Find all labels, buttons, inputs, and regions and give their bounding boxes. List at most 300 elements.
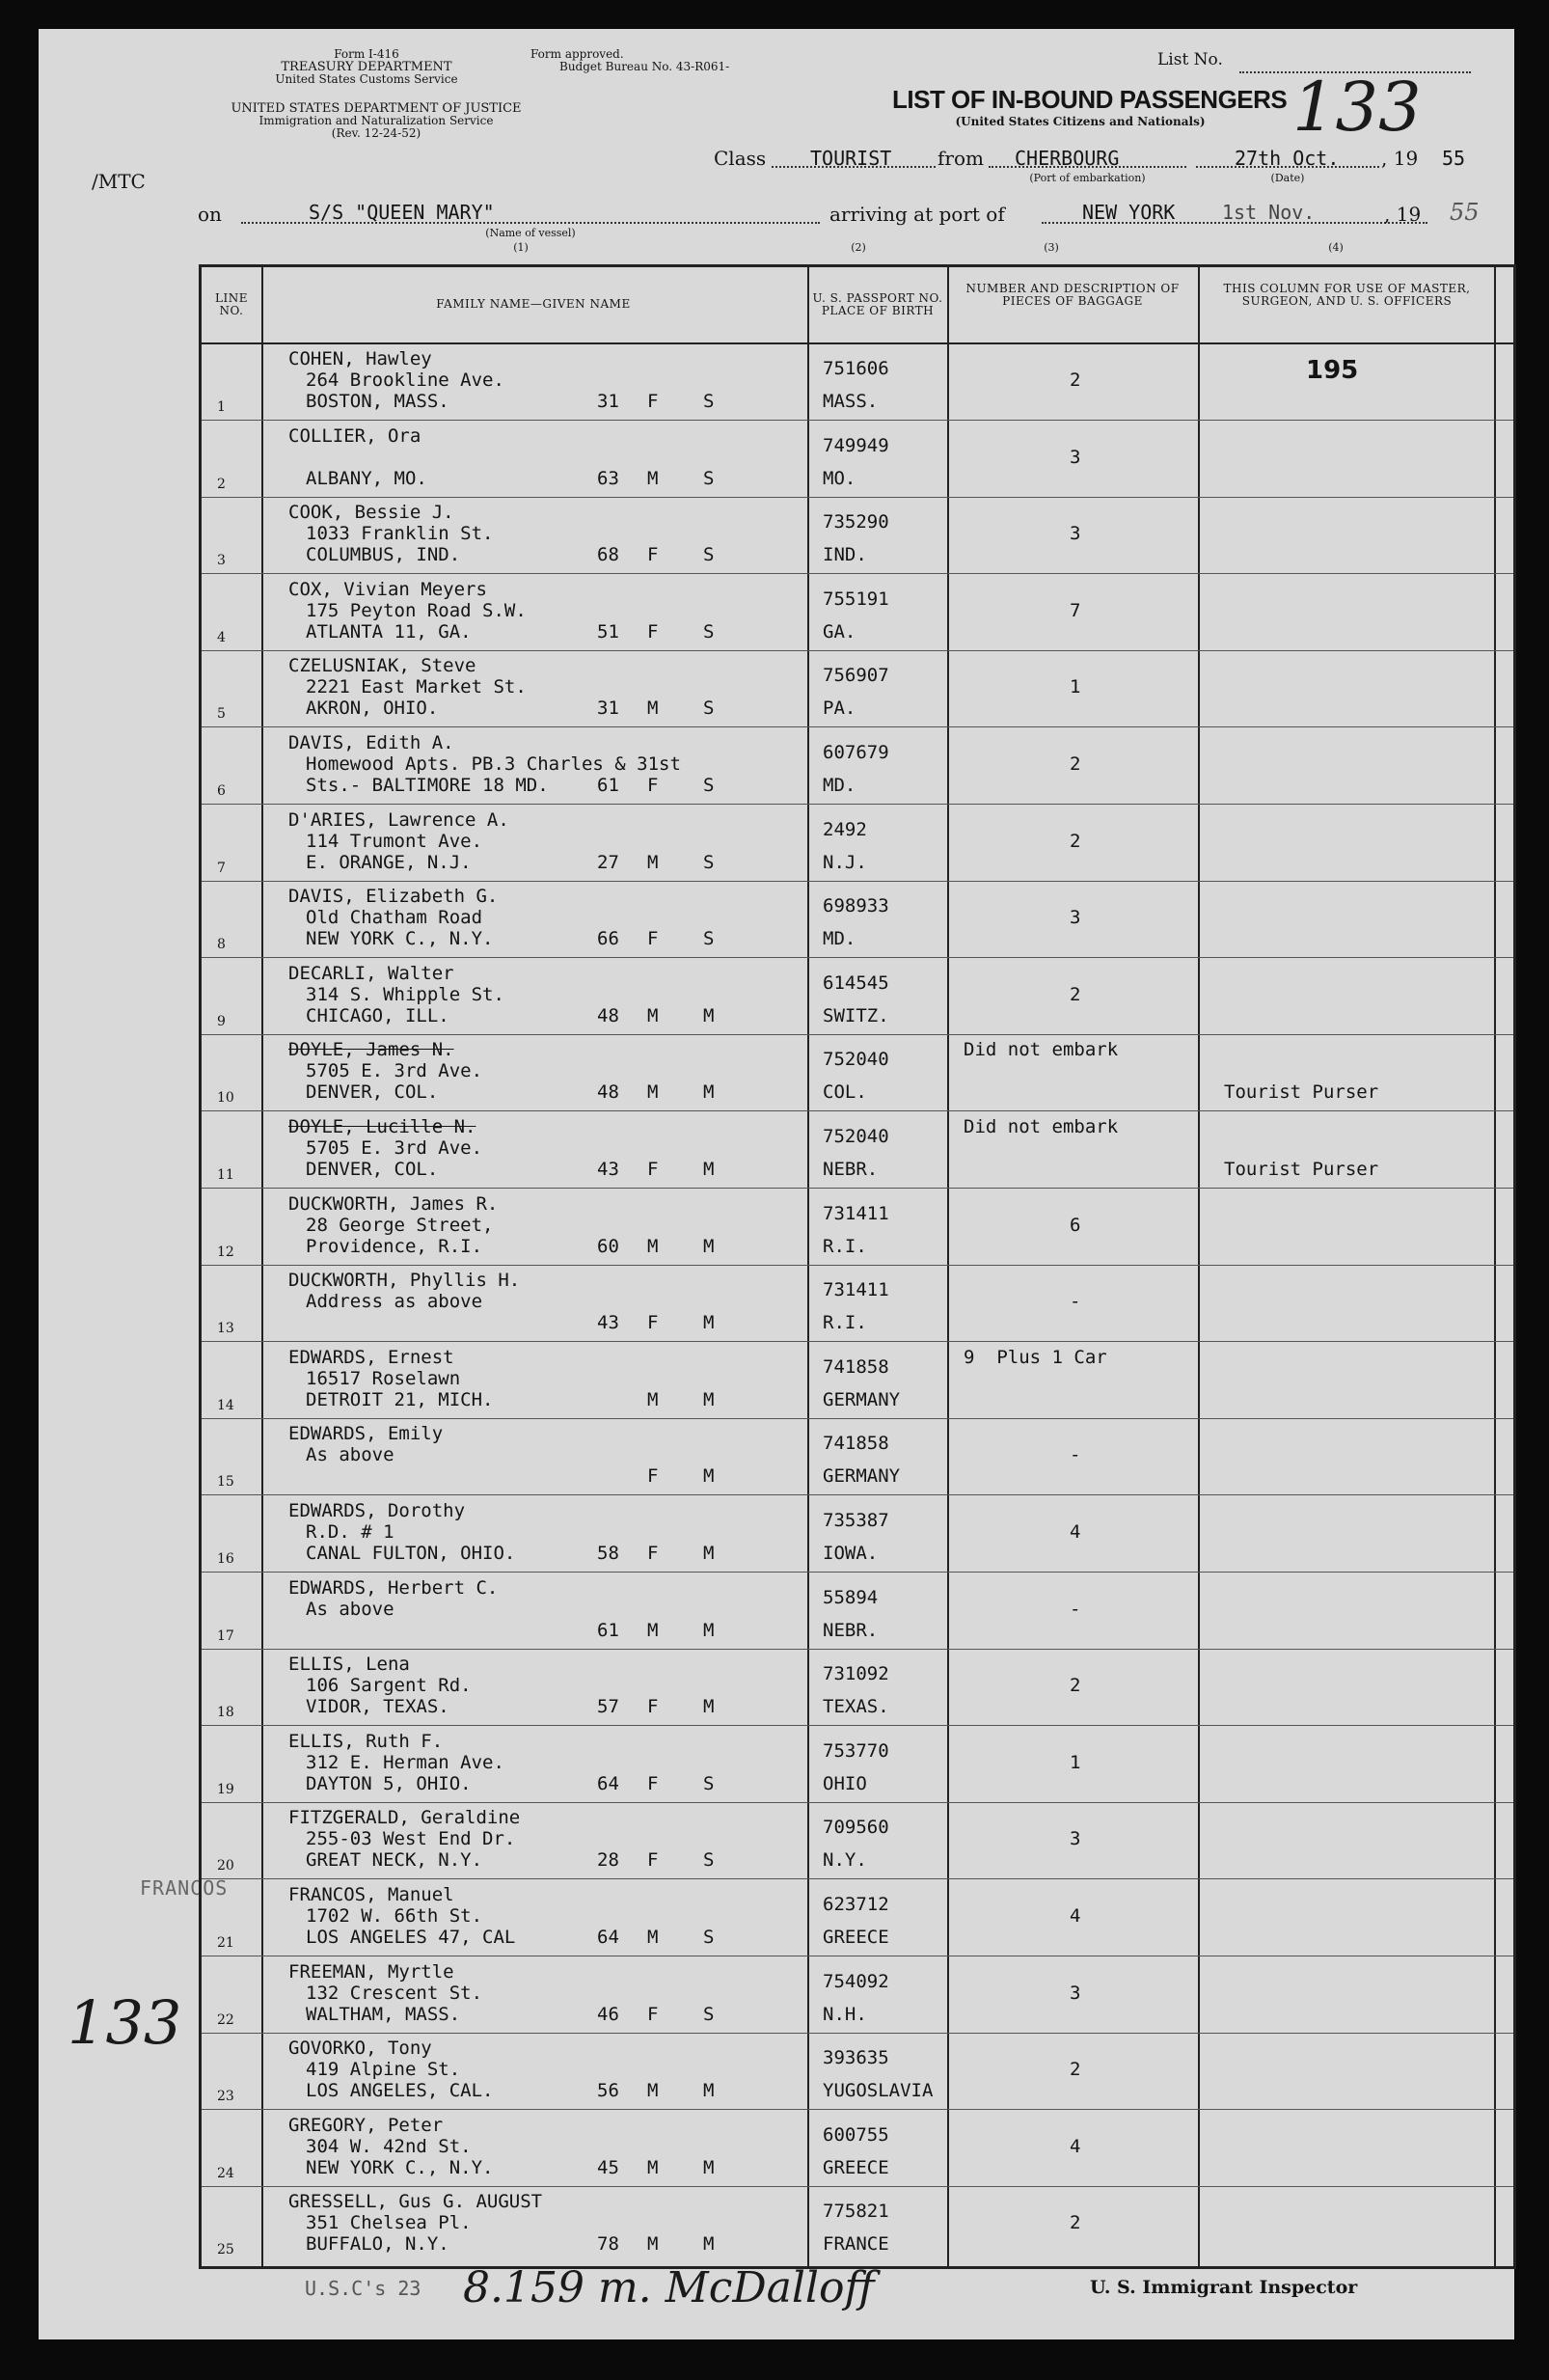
marital-status: S <box>703 620 715 643</box>
sex: F <box>647 391 659 412</box>
age: 27 <box>597 851 619 873</box>
baggage: 2 <box>1070 2212 1081 2234</box>
table-row <box>202 1572 1513 1650</box>
sex: F <box>647 1849 659 1872</box>
marital-status: S <box>703 544 715 566</box>
passenger-name: ELLIS, Ruth F. <box>288 1730 444 1752</box>
table-row <box>202 342 1513 421</box>
address-line-1: 264 Brookline Ave. <box>306 369 504 391</box>
line-number: 16 <box>217 1551 234 1567</box>
line-number: 3 <box>217 553 226 569</box>
marital-status: M <box>703 1619 715 1641</box>
age: 31 <box>597 391 619 412</box>
passenger-name: FRANCOS, Manuel <box>288 1884 454 1905</box>
officer-note: Tourist Purser <box>1224 1159 1379 1180</box>
passport-number: 751606 <box>823 358 889 379</box>
passport-number: 731411 <box>823 1202 889 1224</box>
line-number: 7 <box>217 860 226 876</box>
passenger-name: EDWARDS, Ernest <box>288 1346 454 1368</box>
passport-number: 754092 <box>823 1970 889 1992</box>
year1-value: 55 <box>1442 147 1466 170</box>
col2-number: (2) <box>851 241 866 254</box>
address-line-2: E. ORANGE, N.J. <box>306 851 472 873</box>
sex: F <box>647 1543 659 1564</box>
arriving-label: arriving at port of <box>829 203 1005 226</box>
line-number: 8 <box>217 937 226 953</box>
address-line-2: NEW YORK C., N.Y. <box>306 2156 494 2178</box>
sex: M <box>647 1235 659 1257</box>
table-row <box>202 649 1513 727</box>
list-no-label: List No. <box>1157 50 1223 69</box>
passport-number: 698933 <box>823 895 889 917</box>
place-of-birth: IOWA. <box>823 1543 879 1564</box>
address-line-1: 28 George Street, <box>306 1214 494 1236</box>
baggage: 2 <box>1070 1675 1081 1697</box>
col-line-no: LINE NO. <box>215 291 248 317</box>
sex: M <box>647 698 659 720</box>
table-row <box>202 2109 1513 2187</box>
address-line-2: COLUMBUS, IND. <box>306 544 461 566</box>
marital-status: M <box>703 1235 715 1257</box>
passenger-name: COX, Vivian Meyers <box>288 578 487 600</box>
marital-status: S <box>703 1849 715 1872</box>
line-number: 21 <box>217 1935 234 1951</box>
vessel-name: S/S "QUEEN MARY" <box>309 201 495 224</box>
budget-bureau: Budget Bureau No. 43-R061- <box>559 60 730 73</box>
line-number: 11 <box>217 1167 234 1183</box>
list-number-handwritten: 133 <box>1292 68 1422 147</box>
baggage: 4 <box>1070 1521 1081 1543</box>
table-row <box>202 957 1513 1035</box>
line-number: 17 <box>217 1628 234 1644</box>
place-of-birth: GREECE <box>823 1927 889 1948</box>
customs-service: United States Customs Service <box>275 72 458 86</box>
stamp-mark: /MTC <box>92 170 146 193</box>
line-number: 20 <box>217 1858 234 1874</box>
marital-status: S <box>703 851 715 873</box>
table-row <box>202 1188 1513 1266</box>
line-number: 19 <box>217 1781 234 1797</box>
year2-value: 55 <box>1450 199 1480 226</box>
age: 68 <box>597 544 619 566</box>
address-line-1: 255-03 West End Dr. <box>306 1828 516 1850</box>
departure-date: 27th Oct. <box>1235 147 1340 170</box>
baggage: 2 <box>1070 369 1081 391</box>
place-of-birth: MD. <box>823 775 856 796</box>
footer-inspector: U. S. Immigrant Inspector <box>1090 2277 1358 2298</box>
line-number: 18 <box>217 1705 234 1721</box>
marital-status: M <box>703 1081 715 1104</box>
line-number: 2 <box>217 476 226 492</box>
place-of-birth: R.I. <box>823 1312 867 1334</box>
passport-number: 731411 <box>823 1279 889 1301</box>
table-row <box>202 420 1513 498</box>
passport-number: 755191 <box>823 588 889 610</box>
place-of-birth: NEBR. <box>823 1619 879 1641</box>
passport-number: 749949 <box>823 434 889 456</box>
marital-status: M <box>703 1543 715 1564</box>
address-line-1: 5705 E. 3rd Ave. <box>306 1060 483 1082</box>
passenger-table <box>199 264 1516 2269</box>
baggage: 7 <box>1070 599 1081 621</box>
baggage: 1 <box>1070 1751 1081 1773</box>
baggage: 2 <box>1070 830 1081 852</box>
year2-prefix: , 19 <box>1384 203 1422 226</box>
place-of-birth: R.I. <box>823 1235 867 1257</box>
baggage: Did not embark <box>964 1116 1119 1137</box>
line-number: 25 <box>217 2242 234 2258</box>
revision-date: (Rev. 12-24-52) <box>331 126 421 140</box>
address-line-1: 304 W. 42nd St. <box>306 2135 472 2157</box>
address-line-2: DETROIT 21, MICH. <box>306 1388 494 1410</box>
age: 48 <box>597 1081 619 1104</box>
sex: F <box>647 1312 659 1334</box>
passport-number: 709560 <box>823 1817 889 1839</box>
embark-caption: (Port of embarkation) <box>1029 172 1146 184</box>
form-subtitle: (United States Citizens and Nationals) <box>955 115 1206 128</box>
passenger-name: COOK, Bessie J. <box>288 502 454 524</box>
place-of-birth: MO. <box>823 467 856 489</box>
address-line-2: BUFFALO, N.Y. <box>306 2233 449 2256</box>
age: 61 <box>597 1619 619 1641</box>
class-label: Class <box>714 147 767 170</box>
sex: M <box>647 2233 659 2256</box>
officer-note: Tourist Purser <box>1224 1081 1379 1104</box>
line-number: 23 <box>217 2089 234 2105</box>
sex: F <box>647 928 659 950</box>
col4-number: (4) <box>1328 241 1344 254</box>
address-line-1: 16517 Roselawn <box>306 1367 461 1389</box>
address-line-1: 132 Crescent St. <box>306 1982 483 2004</box>
marital-status: M <box>703 2233 715 2256</box>
table-row <box>202 1110 1513 1189</box>
sex: M <box>647 1388 659 1410</box>
address-line-1: Address as above <box>306 1291 483 1313</box>
address-line-2: LOS ANGELES, CAL. <box>306 2080 494 2102</box>
marital-status: S <box>703 391 715 412</box>
table-row <box>202 573 1513 651</box>
passport-number: 756907 <box>823 665 889 687</box>
passport-number: 607679 <box>823 742 889 763</box>
sex: F <box>647 1696 659 1718</box>
passport-number: 741858 <box>823 1433 889 1455</box>
address-line-1: 1702 W. 66th St. <box>306 1905 483 1927</box>
marital-status: S <box>703 928 715 950</box>
passport-number: 623712 <box>823 1894 889 1915</box>
form-number: Form I-416 <box>334 47 399 61</box>
address-line-1: 114 Trumont Ave. <box>306 830 483 852</box>
year1-prefix: , 19 <box>1381 147 1419 170</box>
place-of-birth: MASS. <box>823 391 879 412</box>
margin-name-correction: FRANCOS <box>140 1876 229 1900</box>
officer-note: 195 <box>1306 356 1359 385</box>
table-row <box>202 1417 1513 1495</box>
passenger-name: DOYLE, James N. <box>288 1039 454 1061</box>
place-of-birth: OHIO <box>823 1772 867 1794</box>
embarkation-port: CHERBOURG <box>1015 147 1120 170</box>
passenger-name: GREGORY, Peter <box>288 2114 444 2136</box>
marital-status: S <box>703 698 715 720</box>
sex: M <box>647 1619 659 1641</box>
passenger-name: EDWARDS, Dorothy <box>288 1500 466 1521</box>
sex: M <box>647 2156 659 2178</box>
age: 58 <box>597 1543 619 1564</box>
table-row <box>202 1801 1513 1879</box>
table-row <box>202 880 1513 958</box>
passport-number: 614545 <box>823 971 889 994</box>
sex: F <box>647 544 659 566</box>
passenger-name: CZELUSNIAK, Steve <box>288 655 476 677</box>
passenger-name: GRESSELL, Gus G. AUGUST <box>288 2191 543 2213</box>
table-row <box>202 1725 1513 1803</box>
marital-status: M <box>703 1004 715 1026</box>
address-line-1: 351 Chelsea Pl. <box>306 2212 472 2234</box>
line-number: 22 <box>217 2011 234 2028</box>
age: 48 <box>597 1004 619 1026</box>
passenger-name: FREEMAN, Myrtle <box>288 1960 454 1983</box>
table-row <box>202 804 1513 882</box>
baggage: Did not embark <box>964 1039 1119 1061</box>
sex: M <box>647 1081 659 1104</box>
passport-number: 752040 <box>823 1049 889 1071</box>
table-row <box>202 1494 1513 1573</box>
baggage: - <box>1070 1291 1081 1313</box>
form-title: LIST OF IN-BOUND PASSENGERS <box>892 85 1288 114</box>
justice-dept: UNITED STATES DEPARTMENT OF JUSTICE <box>231 101 522 116</box>
marital-status: M <box>703 1465 715 1488</box>
age: 64 <box>597 1772 619 1794</box>
table-row <box>202 1648 1513 1726</box>
baggage: 2 <box>1070 2059 1081 2081</box>
table-row <box>202 1033 1513 1111</box>
place-of-birth: GERMANY <box>823 1388 901 1410</box>
place-of-birth: PA. <box>823 698 856 720</box>
table-row <box>202 2185 1513 2262</box>
baggage: 1 <box>1070 676 1081 698</box>
sex: M <box>647 2080 659 2102</box>
passport-number: 393635 <box>823 2047 889 2069</box>
sex: F <box>647 2003 659 2025</box>
table-row <box>202 1878 1513 1956</box>
passenger-name: COHEN, Hawley <box>288 348 432 369</box>
passenger-name: DAVIS, Elizabeth G. <box>288 886 499 908</box>
address-line-2: DENVER, COL. <box>306 1081 439 1104</box>
address-line-1: As above <box>306 1444 394 1466</box>
line-number: 6 <box>217 783 226 799</box>
baggage: - <box>1070 1444 1081 1466</box>
passenger-name: ELLIS, Lena <box>288 1654 410 1676</box>
on-label: on <box>198 203 222 226</box>
place-of-birth: N.J. <box>823 851 867 873</box>
passenger-name: DECARLI, Walter <box>288 962 454 984</box>
vessel-caption: (Name of vessel) <box>485 227 576 239</box>
marital-status: M <box>703 1159 715 1180</box>
passenger-name: FITZGERALD, Geraldine <box>288 1807 521 1829</box>
line-number: 10 <box>217 1090 234 1107</box>
place-of-birth: N.Y. <box>823 1849 867 1872</box>
marital-status: S <box>703 775 715 796</box>
passenger-name: DAVIS, Edith A. <box>288 732 454 753</box>
address-line-1: 106 Sargent Rd. <box>306 1675 472 1697</box>
line-number: 24 <box>217 2165 234 2181</box>
table-row <box>202 1956 1513 2034</box>
marital-status: M <box>703 1388 715 1410</box>
passenger-name: DUCKWORTH, James R. <box>288 1192 499 1215</box>
sex: M <box>647 467 659 489</box>
passport-number: 775821 <box>823 2201 889 2223</box>
marital-status: M <box>703 1312 715 1334</box>
table-row <box>202 1264 1513 1342</box>
line-number: 9 <box>217 1013 226 1029</box>
baggage: 2 <box>1070 983 1081 1005</box>
sex: M <box>647 1927 659 1948</box>
passport-number: 753770 <box>823 1739 889 1762</box>
baggage: 3 <box>1070 1982 1081 2004</box>
passport-number: 2492 <box>823 818 867 840</box>
sex: M <box>647 851 659 873</box>
col-officers: THIS COLUMN FOR USE OF MASTER, SURGEON, AND U. S. OFFICERS <box>1223 282 1471 308</box>
age: 43 <box>597 1159 619 1180</box>
place-of-birth: NEBR. <box>823 1159 879 1180</box>
age: 28 <box>597 1849 619 1872</box>
sex: F <box>647 1465 659 1488</box>
passport-number: 741858 <box>823 1355 889 1378</box>
arrival-port: NEW YORK <box>1082 201 1176 224</box>
age: 57 <box>597 1696 619 1718</box>
line-number: 13 <box>217 1321 234 1337</box>
place-of-birth: IND. <box>823 544 867 566</box>
sex: M <box>647 1004 659 1026</box>
address-line-1: R.D. # 1 <box>306 1521 394 1543</box>
place-of-birth: GA. <box>823 620 856 643</box>
passenger-name: EDWARDS, Herbert C. <box>288 1576 499 1599</box>
age: 56 <box>597 2080 619 2102</box>
address-line-2: ALBANY, MO. <box>306 467 427 489</box>
baggage: 4 <box>1070 1905 1081 1927</box>
age: 61 <box>597 775 619 796</box>
col-baggage: NUMBER AND DESCRIPTION OF PIECES OF BAGGAGE <box>965 282 1180 308</box>
passport-number: 735387 <box>823 1510 889 1531</box>
age: 31 <box>597 698 619 720</box>
passport-number: 600755 <box>823 2123 889 2146</box>
marital-status: S <box>703 467 715 489</box>
place-of-birth: SWITZ. <box>823 1004 889 1026</box>
marital-status: M <box>703 1696 715 1718</box>
passport-number: 731092 <box>823 1663 889 1685</box>
passenger-name: COLLIER, Ora <box>288 424 421 447</box>
address-line-1: As above <box>306 1598 394 1620</box>
age: 51 <box>597 620 619 643</box>
passenger-name: EDWARDS, Emily <box>288 1423 444 1445</box>
footer-uscs: U.S.C's 23 <box>305 2277 421 2300</box>
baggage: 2 <box>1070 753 1081 775</box>
address-line-1: Old Chatham Road <box>306 907 483 929</box>
baggage: 3 <box>1070 523 1081 545</box>
marital-status: S <box>703 1927 715 1948</box>
address-line-2: DAYTON 5, OHIO. <box>306 1772 472 1794</box>
col-passport: U. S. PASSPORT NO. PLACE OF BIRTH <box>812 291 943 317</box>
from-label: from <box>938 147 984 170</box>
margin-number-handwritten: 133 <box>68 1987 182 2058</box>
sex: F <box>647 1159 659 1180</box>
age: 66 <box>597 928 619 950</box>
passenger-manifest-page <box>39 29 1514 2339</box>
place-of-birth: YUGOSLAVIA <box>823 2080 934 2102</box>
place-of-birth: GREECE <box>823 2156 889 2178</box>
address-line-2: NEW YORK C., N.Y. <box>306 928 494 950</box>
vessel-col-number: (1) <box>513 241 529 254</box>
baggage: 3 <box>1070 1828 1081 1850</box>
footer-handwritten: 8.159 m. McDalloff <box>463 2263 875 2312</box>
address-line-1: 312 E. Herman Ave. <box>306 1751 504 1773</box>
line-number: 4 <box>217 629 226 645</box>
marital-status: M <box>703 2080 715 2102</box>
address-line-2: Sts.- BALTIMORE 18 MD. <box>306 775 549 796</box>
baggage: 3 <box>1070 907 1081 929</box>
line-number: 5 <box>217 706 226 723</box>
marital-status: S <box>703 2003 715 2025</box>
table-row <box>202 496 1513 574</box>
age: 60 <box>597 1235 619 1257</box>
address-line-2: LOS ANGELES 47, CAL <box>306 1927 516 1948</box>
sex: F <box>647 1772 659 1794</box>
passport-number: 55894 <box>823 1586 879 1608</box>
place-of-birth: FRANCE <box>823 2233 889 2256</box>
table-row <box>202 1341 1513 1419</box>
treasury-dept: TREASURY DEPARTMENT <box>281 60 452 74</box>
line-number: 12 <box>217 1244 234 1260</box>
address-line-1: 1033 Franklin St. <box>306 523 494 545</box>
line-number: 14 <box>217 1397 234 1413</box>
address-line-1: Homewood Apts. PB.3 Charles & 31st <box>306 753 681 775</box>
passenger-name: GOVORKO, Tony <box>288 2038 432 2060</box>
age: 63 <box>597 467 619 489</box>
line-number: 1 <box>217 399 226 415</box>
baggage: 6 <box>1070 1214 1081 1236</box>
age: 64 <box>597 1927 619 1948</box>
address-line-2: CHICAGO, ILL. <box>306 1004 449 1026</box>
form-approved: Form approved. <box>530 47 624 61</box>
address-line-2: CANAL FULTON, OHIO. <box>306 1543 516 1564</box>
address-line-2: BOSTON, MASS. <box>306 391 449 412</box>
place-of-birth: GERMANY <box>823 1465 901 1488</box>
passenger-name: DOYLE, Lucille N. <box>288 1116 476 1137</box>
table-row <box>202 726 1513 805</box>
place-of-birth: TEXAS. <box>823 1696 889 1718</box>
table-row <box>202 2032 1513 2110</box>
address-line-1: 419 Alpine St. <box>306 2059 461 2081</box>
col-name: FAMILY NAME—GIVEN NAME <box>436 297 631 311</box>
sex: F <box>647 620 659 643</box>
passport-number: 735290 <box>823 511 889 533</box>
baggage: 3 <box>1070 446 1081 468</box>
date-caption: (Date) <box>1270 172 1305 184</box>
baggage: - <box>1070 1598 1081 1620</box>
table-header <box>202 267 1513 344</box>
passenger-name: D'ARIES, Lawrence A. <box>288 808 509 831</box>
age: 78 <box>597 2233 619 2256</box>
arrival-date: 1st Nov. <box>1222 201 1316 224</box>
passport-number: 752040 <box>823 1126 889 1147</box>
ins-service: Immigration and Naturalization Service <box>258 114 494 127</box>
baggage: 4 <box>1070 2135 1081 2157</box>
address-line-2: DENVER, COL. <box>306 1159 439 1180</box>
place-of-birth: N.H. <box>823 2003 867 2025</box>
address-line-1: 5705 E. 3rd Ave. <box>306 1137 483 1159</box>
address-line-2: AKRON, OHIO. <box>306 698 439 720</box>
sex: F <box>647 775 659 796</box>
address-line-1: 314 S. Whipple St. <box>306 983 504 1005</box>
